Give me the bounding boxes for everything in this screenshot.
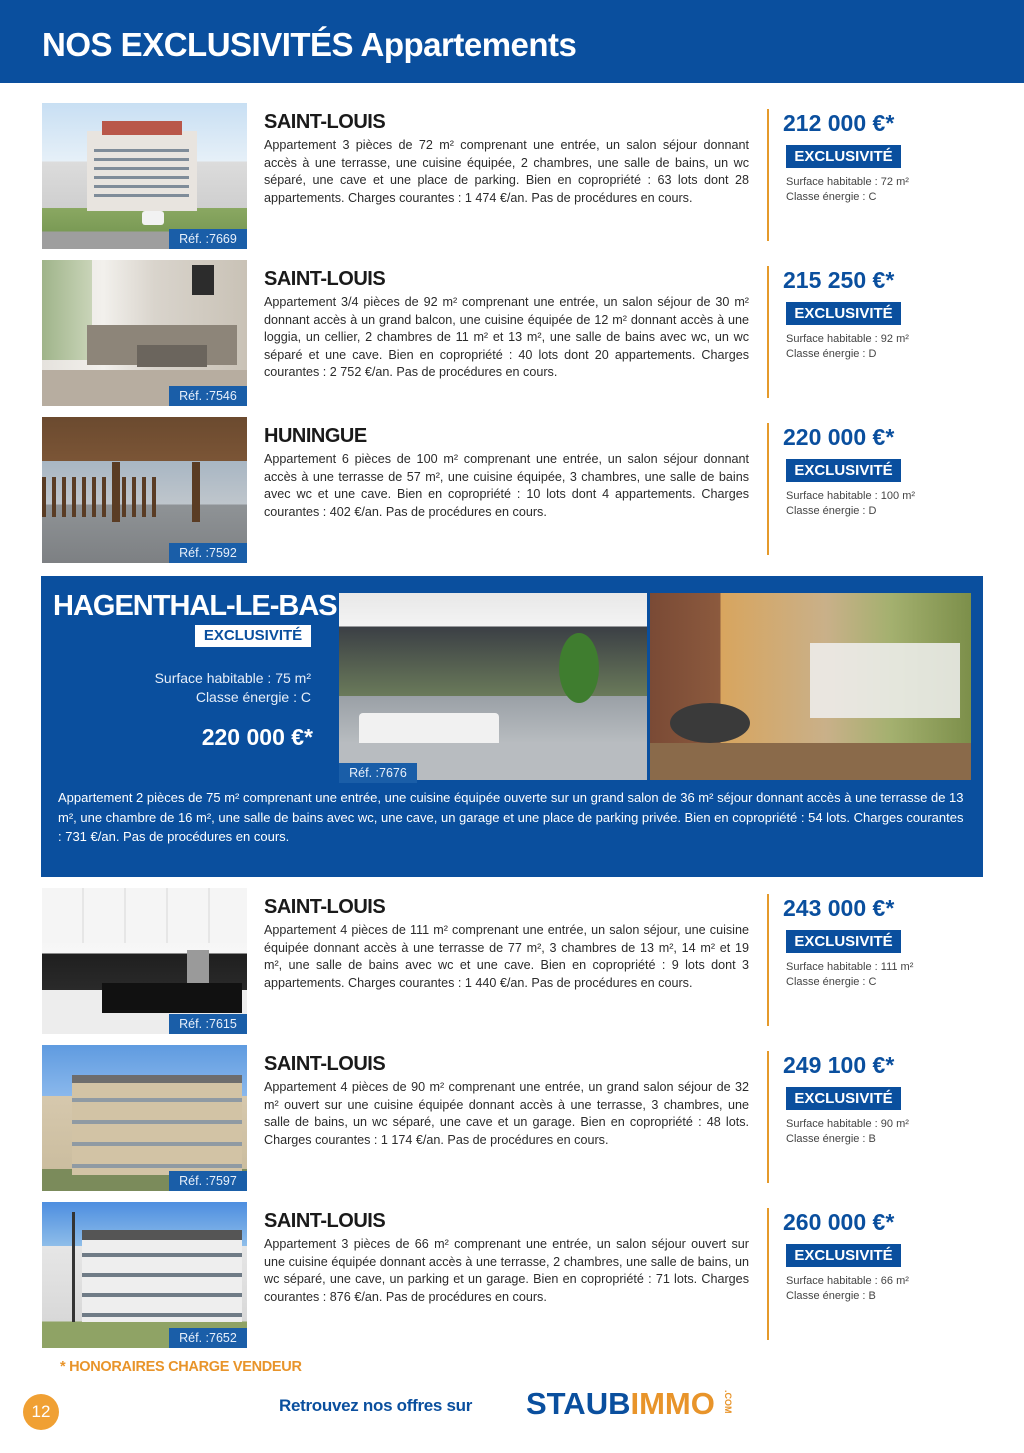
divider (767, 894, 769, 1026)
listing-card[interactable] (42, 1202, 982, 1348)
energy-class-label: Classe énergie : D (786, 348, 877, 360)
exclusivity-badge: EXCLUSIVITÉ (786, 459, 901, 482)
logo-part-immo: IMMO (630, 1386, 715, 1421)
energy-class-label: Classe énergie : C (195, 689, 311, 705)
fees-footnote: * HONORAIRES CHARGE VENDEUR (60, 1359, 302, 1375)
reference-label: Réf. :7669 (169, 229, 247, 249)
reference-label: Réf. :7615 (169, 1014, 247, 1034)
logo-domain-suffix: .COM (723, 1390, 733, 1414)
surface-label: Surface habitable : 111 m² (786, 961, 914, 973)
exclusivity-badge: EXCLUSIVITÉ (786, 145, 901, 168)
listing-price: 215 250 €* (783, 267, 895, 293)
listing-card[interactable] (42, 888, 982, 1034)
listing-description: Appartement 3 pièces de 66 m² comprenant une entrée, un salon séjour ouvert sur une cuisine équipée donnant accès à une terrasse, 2 chambres, une salle de bains, un wc séparé, une cave, un parking et un garage. Bien en copropriété : 71 lots. Charges courantes : 876 €/an. Pas de procédures en cours. (264, 1237, 749, 1304)
find-offers-text: Retrouvez nos offres sur (279, 1396, 473, 1415)
energy-class-label: Classe énergie : C (786, 191, 877, 203)
featured-city: HAGENTHAL-LE-BAS (53, 590, 337, 622)
listing-description: Appartement 4 pièces de 90 m² comprenant une entrée, un grand salon séjour de 32 m² ouvert sur une cuisine équipée donnant accès à une terrasse, 3 chambres, une salle de bains, un wc séparé, une cave et un garage. Bien en copropriété : 48 lots. Charges courantes : 1 174 €/an. Pas de procédures en cours. (264, 1080, 749, 1147)
featured-description: Appartement 2 pièces de 75 m² comprenant une entrée, une cuisine équipée ouverte sur un grand salon de 36 m² séjour donnant accès à une terrasse de 13 m², une chambre de 16 m², une salle de bains avec wc, une cave, un garage et une place de parking privée. Bien en copropriété : 54 lots. Charges courantes : 731 €/an. Pas de procédures en cours. (58, 790, 964, 844)
reference-label: Réf. :7652 (169, 1328, 247, 1348)
energy-class-label: Classe énergie : B (786, 1290, 876, 1302)
listing-card[interactable] (42, 1045, 982, 1191)
listing-city: HUNINGUE (264, 425, 367, 447)
listing-photo[interactable] (42, 1045, 247, 1191)
surface-label: Surface habitable : 90 m² (786, 1118, 909, 1130)
page-number: 12 (23, 1394, 59, 1430)
listing-photo[interactable] (42, 888, 247, 1034)
featured-price: 220 000 €* (201, 724, 313, 750)
listing-card[interactable] (42, 417, 982, 563)
listing-photo[interactable] (42, 417, 247, 563)
reference-label: Réf. :7592 (169, 543, 247, 563)
featured-photo-living-room[interactable] (339, 593, 647, 780)
featured-photo-terrace[interactable] (650, 593, 971, 780)
exclusivity-badge: EXCLUSIVITÉ (786, 930, 901, 953)
exclusivity-badge: EXCLUSIVITÉ (786, 1087, 901, 1110)
energy-class-label: Classe énergie : D (786, 505, 877, 517)
surface-label: Surface habitable : 66 m² (786, 1275, 909, 1287)
listing-city: SAINT-LOUIS (264, 1053, 386, 1075)
listing-description: Appartement 3 pièces de 72 m² comprenant une entrée, un salon séjour donnant accès à une terrasse, une cuisine équipée, 2 chambres, une salle de bains, un wc séparé, une cave et une place de parking. Bien en copropriété : 63 lots dont 28 appartements. Charges courantes : 1 474 €/an. Pas de procédures en cours. (264, 138, 749, 205)
exclusivity-badge: EXCLUSIVITÉ (786, 1244, 901, 1267)
surface-label: Surface habitable : 75 m² (154, 670, 311, 686)
page-title: NOS EXCLUSIVITÉS Appartements (42, 26, 577, 63)
staubimmo-logo[interactable] (526, 1386, 715, 1422)
listing-photo[interactable] (42, 103, 247, 249)
divider (767, 109, 769, 241)
listing-price: 212 000 €* (783, 110, 895, 136)
divider (767, 1051, 769, 1183)
listing-price: 220 000 €* (783, 424, 895, 450)
featured-listing[interactable] (41, 576, 983, 877)
exclusivity-badge: EXCLUSIVITÉ (786, 302, 901, 325)
energy-class-label: Classe énergie : B (786, 1133, 876, 1145)
surface-label: Surface habitable : 92 m² (786, 333, 909, 345)
reference-label: Réf. :7676 (339, 763, 417, 783)
divider (767, 266, 769, 398)
logo-part-staub: STAUB (526, 1386, 631, 1421)
listing-price: 243 000 €* (783, 895, 895, 921)
listing-city: SAINT-LOUIS (264, 268, 386, 290)
listing-description: Appartement 4 pièces de 111 m² comprenant une entrée, un salon séjour, une cuisine équipée donnant accès à une terrasse de 77 m², 3 chambres de 13 m², 14 m² et 19 m², une salle de bains avec wc et une cave. Bien en copropriété : 9 lots dont 3 appartements. Charges courantes : 1 440 €/an. Pas de procédures en cours. (264, 923, 749, 990)
listing-card[interactable] (42, 260, 982, 406)
listing-city: SAINT-LOUIS (264, 111, 386, 133)
listing-price: 249 100 €* (783, 1052, 895, 1078)
listing-description: Appartement 3/4 pièces de 92 m² comprenant une entrée, un salon séjour de 30 m² donnant accès à un grand balcon, une cuisine équipée de 12 m² donnant accès à une loggia, un cellier, 2 chambres de 11 m² et 13 m², une salle de bains avec wc, un wc séparé et une cave. Bien en copropriété : 40 lots dont 20 appartements. Charges courantes : 2 752 €/an. Pas de procédures en cours. (264, 295, 749, 379)
divider (767, 423, 769, 555)
page-header (0, 0, 1024, 83)
listing-photo[interactable] (42, 260, 247, 406)
energy-class-label: Classe énergie : C (786, 976, 877, 988)
surface-label: Surface habitable : 72 m² (786, 176, 909, 188)
reference-label: Réf. :7597 (169, 1171, 247, 1191)
reference-label: Réf. :7546 (169, 386, 247, 406)
exclusivity-badge: EXCLUSIVITÉ (195, 625, 311, 647)
listing-city: SAINT-LOUIS (264, 1210, 386, 1232)
listing-photo[interactable] (42, 1202, 247, 1348)
listing-description: Appartement 6 pièces de 100 m² comprenant une entrée, un salon séjour donnant accès à une terrasse de 57 m², une cuisine équipée, 3 chambres, une salle de bains avec wc et une cave. Bien en copropriété : 10 lots dont 4 appartements. Charges courantes : 402 €/an. Pas de procédures en cours. (264, 452, 749, 519)
listing-price: 260 000 €* (783, 1209, 895, 1235)
surface-label: Surface habitable : 100 m² (786, 490, 916, 502)
divider (767, 1208, 769, 1340)
listing-city: SAINT-LOUIS (264, 896, 386, 918)
listing-card[interactable] (42, 103, 982, 249)
